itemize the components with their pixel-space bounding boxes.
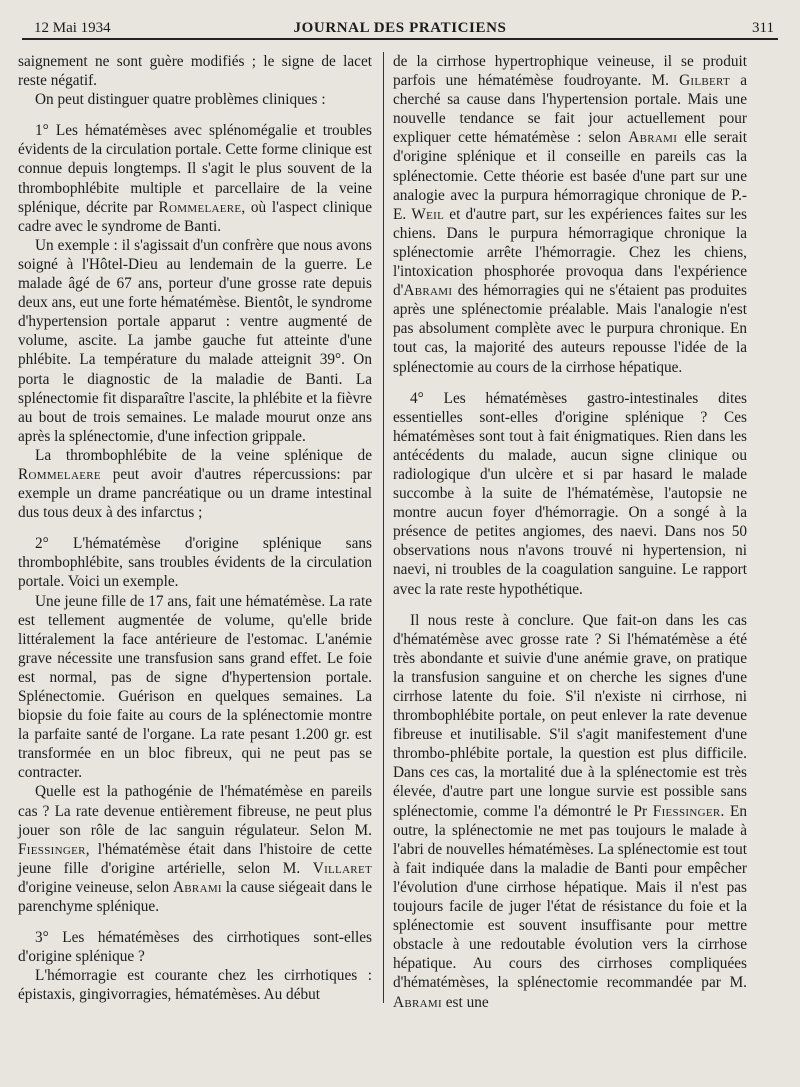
paragraph-l1: On peut distinguer quatre problèmes cliniques : [35, 91, 326, 109]
paragraph-l7: Quelle est la pathogénie de l'hématémèse en pareils cas ? La rate devenue entièrement fibreuse, ne peut plus jouer son rôle de lac sanguin régulateur. Selon M. Fiessinger, l'hématémèse était dans l'histoire de cette jeune fille d'origine artérielle, selon M. Villaret d'origine veineuse, selon Abrami la cause siégeait dans le parenchyme splénique. [18, 783, 372, 916]
author-name: Abrami [172, 878, 222, 896]
author-name: Weil [411, 205, 445, 223]
author-name: Rommelaere [158, 198, 242, 216]
paragraph-l4: La thrombophlébite de la veine splénique de Rommelaere peut avoir d'autres répercussions: par exemple un drame pancréatique ou un drame intestinal dus tous deux à des infarctus ; [18, 446, 372, 522]
author-name: Villaret [312, 859, 372, 877]
issue-date: 12 Mai 1934 [34, 20, 111, 36]
author-name: Abrami [403, 282, 453, 300]
paragraph-r1: 4° Les hématémèses gastro-intestinales dites essentielles sont-elles d'origine splénique ? Ces hématémèses sont tout à fait énigmatiques. Rien dans les antécédents du malade, aucun signe clinique ou radiologique d'un ulcère et si par hasard le malade succombe à la suite de l'hématémèse, l'autopsie ne montre aucun foyer d'hémorragie. On a songé à la présence de petites angiomes, des naevi. Dans nos 50 observations nous n'avons trouvé ni hypertension, ni naevi, ni troubles de la coagulation sanguine. Le rapport avec la rate reste hypothétique. [393, 389, 747, 598]
paragraph-r0: de la cirrhose hypertrophique veineuse, il se produit parfois une hématémèse foudroyante. M. Gilbert a cherché sa cause dans l'hypertension portale. Mais une nouvelle tendance se fait jour actuellement pour expliquer cette hématémèse : selon Abrami elle serait d'origine splénique et il conseille en pareils cas la splénectomie. Cette théorie est basée d'une part sur une analogie avec la purpura hémorragique chronique de P.-E. Weil et d'autre part, sur les expériences faites sur les chiens. Dans le purpura hémorragique chronique la splénectomie arrête l'hémorragie. Chez les chiens, l'intoxication phosphorée provoqua dans l'expérience d'Abrami des hémorragies qui ne s'étaient pas produites après une splénectomie préalable. Mais l'analogie n'est pas absolument complète avec le purpura chronique. En tout cas, la majorité des auteurs repousse l'idée de la splénectomie au cours de la cirrhose hépatique. [393, 53, 748, 376]
page-number: 311 [752, 20, 774, 36]
paragraph-l5: 2° L'hématémèse d'origine splénique sans thrombophlébite, sans troubles évidents de la circulation portale. Voici un exemple. [18, 535, 372, 591]
left-column [18, 52, 372, 1005]
paragraph-l3: Un exemple : il s'agissait d'un confrère que nous avons soigné à l'Hôtel-Dieu au lendemain de la guerre. Le malade âgé de 67 ans, porteur d'une grosse rate depuis deux ans, eut une forte hématémèse. Bientôt, le syndrome d'hypertension portale apparut : ventre augmenté de volume, ascite. La jambe gauche fut atteinte d'une phlébite. La température du malade atteignit 39°. On porta le diagnostic de la maladie de Banti. La splénectomie fit disparaître l'ascite, la phlébite et la fièvre au bout de trois semaines. Le malade mourut onze ans après la splénectomie, d'une infection grippale. [18, 236, 372, 445]
right-column [393, 52, 747, 1012]
paragraph-l0: saignement ne sont guère modifiés ; le signe de lacet reste négatif. [18, 53, 372, 90]
author-name: Fiessinger [652, 802, 721, 820]
author-name: Abrami [628, 129, 678, 147]
column-divider [383, 52, 384, 1003]
header-rule [22, 38, 778, 40]
author-name: Gilbert [679, 72, 731, 90]
paragraph-l2: 1° Les hématémèses avec splénomégalie et troubles évidents de la circulation portale. Cette forme clinique est connue depuis longtemps. Il s'agit le plus souvent de la thrombophlébite multiple et parcellaire de la veine splénique, décrite par Rommelaere, où l'aspect clinique cadre avec le syndrome de Banti. [18, 122, 372, 235]
paragraph-l9: L'hémorragie est courante chez les cirrhotiques : épistaxis, gingivorragies, hématémèses. Au début [18, 967, 372, 1004]
author-name: Abrami [393, 993, 442, 1011]
author-name: Rommelaere [18, 465, 101, 483]
paragraph-l6: Une jeune fille de 17 ans, fait une hématémèse. La rate est tellement augmentée de volume, qu'elle bride littéralement la face antérieure de l'estomac. L'anémie grave nécessite une transfusion sans grand effet. Le foie est normal, pas de signe d'hypertension portale. Splénectomie. Guérison en quelques semaines. La biopsie du foie faite au cours de la splénectomie montre la parfaite santé de l'organe. La rate pesant 1.200 gr. est transformée en un bloc fibreux, qui ne peut pas se contracter. [18, 592, 372, 782]
paragraph-l8: 3° Les hématémèses des cirrhotiques sont-elles d'origine splénique ? [18, 929, 372, 966]
paragraph-r2: Il nous reste à conclure. Que fait-on dans les cas d'hématémèse avec grosse rate ? Si l'hématémèse a été très abondante et suivie d'une anémie grave, on pratique la transfusion sanguine et on cherche les signes d'une cirrhose latente du foie. S'il n'existe ni cirrhose, ni thrombophlébite portale, on peut enlever la rate devenue fibreuse et inutilisable. S'il s'agit manifestement d'une thrombo-phlébite portale, la question est plus difficile. Dans ces cas, la mortalité due à la splénectomie est très élevée, d'autre part une longue survie est possible sans splénectomie, comme l'a démontré le Pr Fiessinger. En outre, la splénectomie ne met pas toujours le malade à l'abri de nouvelles hématémèses. La splénectomie est tout à fait indiquée dans la maladie de Banti pour empêcher l'évolution d'une cirrhose hépatique. Mais il n'est pas toujours facile de juger l'état de résistance du foie et la splénectomie est souvent insuffisante pour mettre obstacle à une redoutable évolution vers la cirrhose hépatique. Au cours des cirrhoses compliquées d'hématémèses, la splénectomie recommandée par M. Abrami est une [393, 611, 747, 1011]
journal-title: JOURNAL DES PRATICIENS [293, 20, 507, 36]
author-name: Fiessinger [18, 840, 86, 858]
page-header [22, 18, 778, 40]
